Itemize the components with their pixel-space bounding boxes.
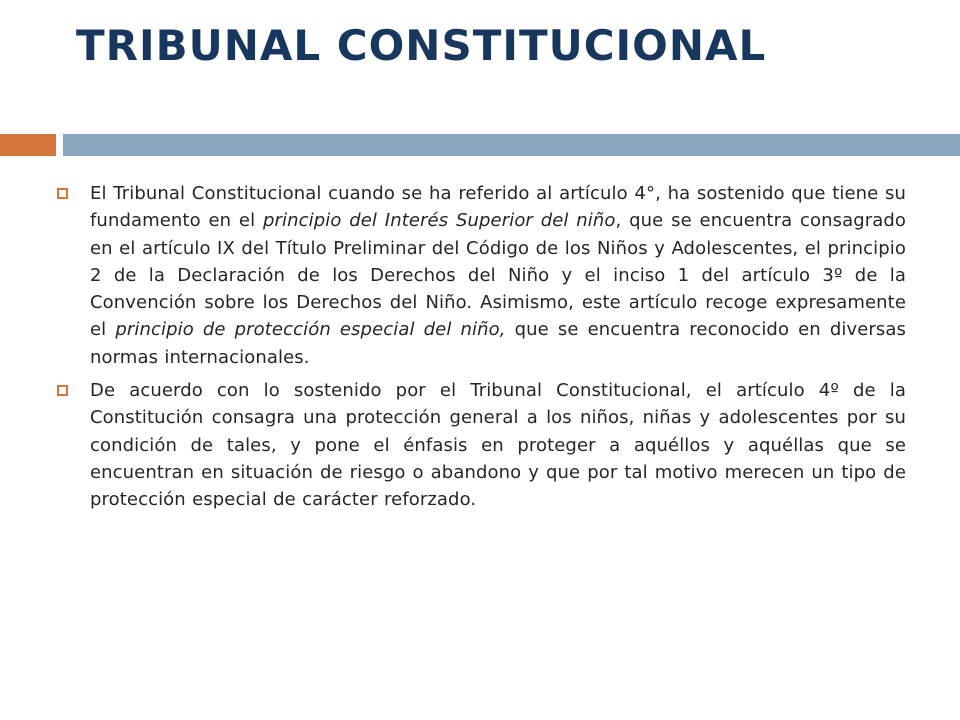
accent-bar-blue bbox=[63, 134, 960, 156]
bullet-list bbox=[56, 180, 906, 520]
text-segment: , que se encuentra consagrado en el artículo IX del Título Preliminar del Código de los Niños y Adolescentes, el principio 2 de la Declaración de los Derechos del Niño y el inciso 1 del artículo 3º de la Convención sobre los Derechos del Niño. Asimismo, este artículo recoge expresamente el bbox=[90, 210, 906, 341]
text-segment: De acuerdo con lo sostenido por el Tribunal Constitucional, el artículo 4º de la Constitución consagra una protección general a los niños, niñas y adolescentes por su condición de tales, y pone el énfasis en proteger a aquéllos y aquéllas que se encuentran en situación de riesgo o abandono y que por tal motivo merecen un tipo de protección especial de carácter reforzado. bbox=[90, 380, 906, 511]
square-bullet-icon bbox=[56, 377, 90, 396]
bullet-item-1 bbox=[56, 180, 906, 371]
bullet-text-2 bbox=[90, 377, 906, 513]
square-bullet-icon bbox=[56, 180, 90, 199]
bullet-text-1 bbox=[90, 180, 906, 371]
text-segment: El Tribunal Constitucional cuando se ha referido al artículo 4°, ha sostenido que tiene su fundamento en el bbox=[90, 183, 906, 232]
accent-bar-orange bbox=[0, 134, 56, 156]
italic-segment: principio del Interés Superior del niño bbox=[262, 210, 616, 232]
italic-segment: principio de protección especial del niño, bbox=[115, 319, 506, 341]
bullet-item-2 bbox=[56, 377, 906, 513]
slide-title: TRIBUNAL CONSTITUCIONAL bbox=[76, 21, 767, 70]
text-segment: que se encuentra reconocido en diversas normas internacionales. bbox=[90, 319, 906, 368]
